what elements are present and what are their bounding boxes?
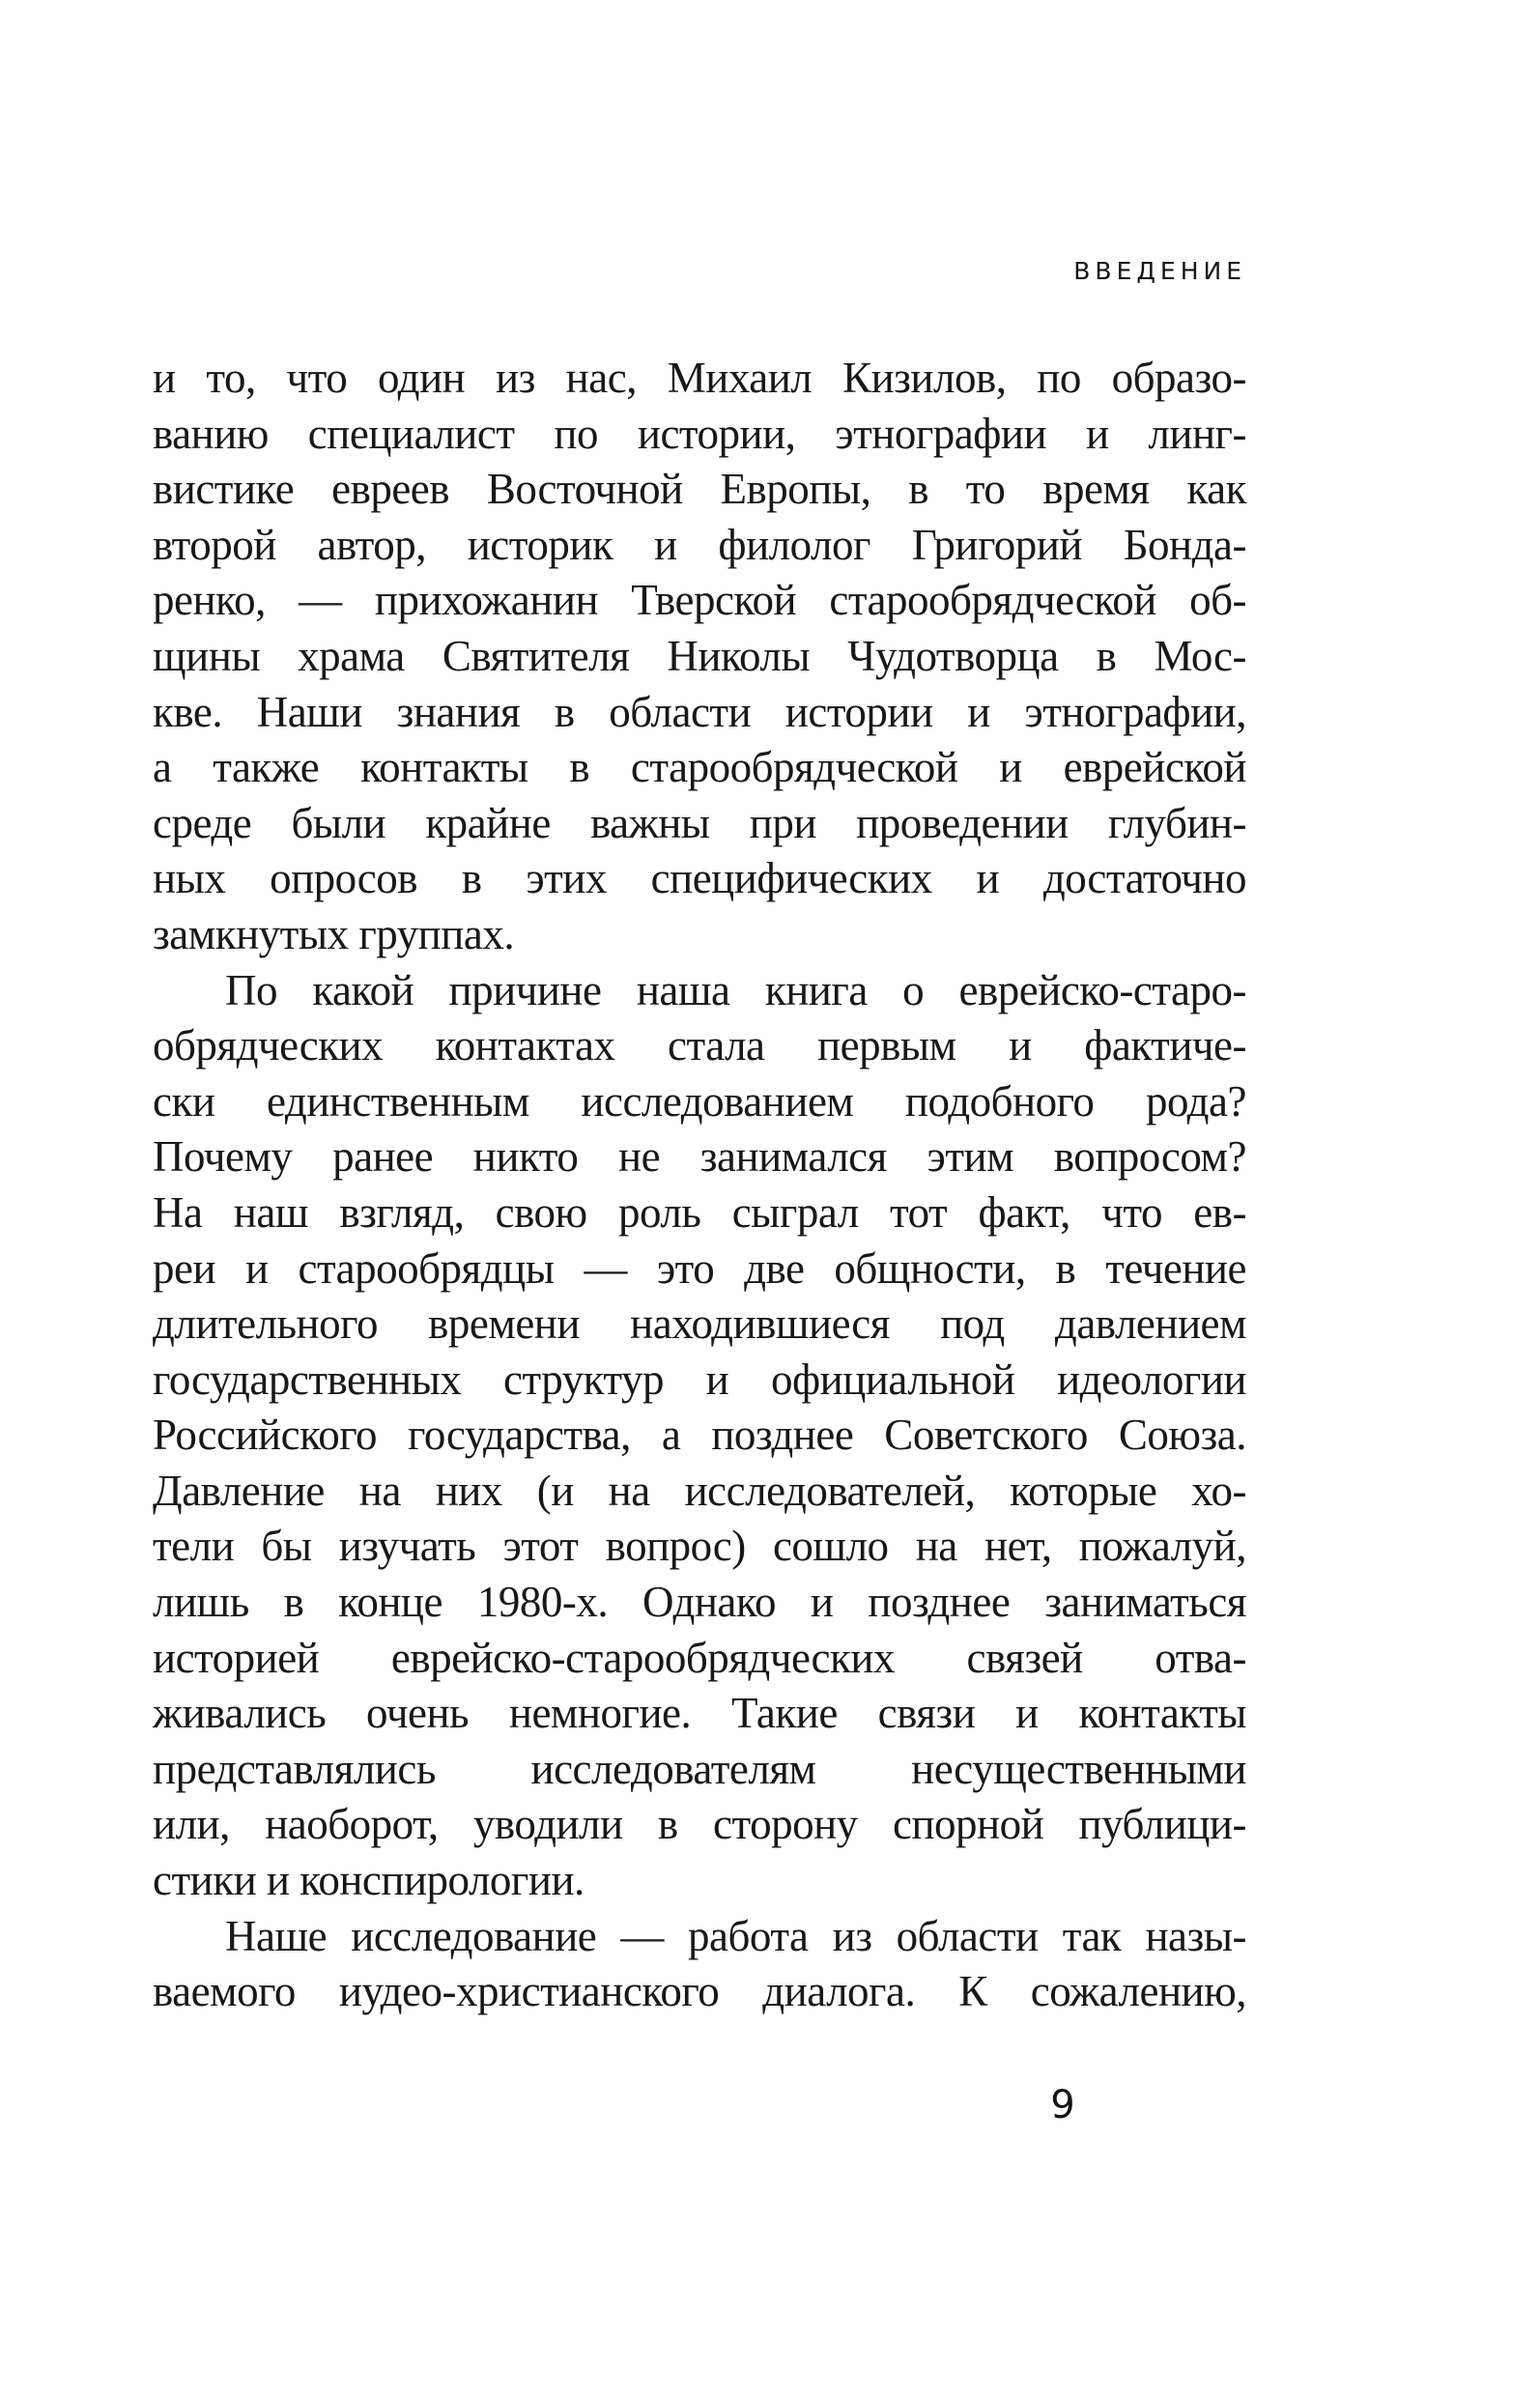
text-line: живались очень немногие. Такие связи и контакты bbox=[153, 1689, 1246, 1738]
text-line: стики и конспирологии. bbox=[153, 1856, 585, 1905]
text-line: ных опросов в этих специфических и достаточно bbox=[153, 854, 1246, 903]
text-line: а также контакты в старообрядческой и еврейской bbox=[153, 743, 1246, 792]
body-text bbox=[153, 351, 1246, 2020]
text-line: вистике евреев Восточной Европы, в то время как bbox=[153, 465, 1246, 514]
text-line: Наше исследование — работа из области так назы- bbox=[225, 1911, 1246, 1960]
text-line: кве. Наши знания в области истории и этнографии, bbox=[153, 687, 1246, 736]
text-line: реи и старообрядцы — это две общности, в течение bbox=[153, 1243, 1246, 1293]
text-line: второй автор, историк и филолог Григорий Бонда- bbox=[153, 520, 1246, 569]
text-line: На наш взгляд, свою роль сыграл тот факт, что ев- bbox=[153, 1187, 1246, 1237]
text-line: замкнутых группах. bbox=[153, 909, 515, 958]
text-line: ренко, — прихожанин Тверской старообрядческой об- bbox=[153, 576, 1246, 625]
text-line: тели бы изучать этот вопрос) сошло на нет, пожалуй, bbox=[153, 1522, 1246, 1571]
text-line: или, наоборот, уводили в сторону спорной публици- bbox=[153, 1800, 1246, 1849]
text-line: Давление на них (и на исследователей, которые хо- bbox=[153, 1466, 1246, 1515]
text-line: Почему ранее никто не занимался этим вопросом? bbox=[153, 1132, 1246, 1182]
text-line: представлялись исследователям несущественными bbox=[153, 1744, 1246, 1793]
text-line: ски единственным исследованием подобного рода? bbox=[153, 1076, 1246, 1126]
text-line: историей еврейско-старообрядческих связей отва- bbox=[153, 1633, 1246, 1682]
text-line: ваемого иудео-христианского диалога. К сожалению, bbox=[153, 1967, 1246, 2016]
text-line: ванию специалист по истории, этнографии и линг- bbox=[153, 409, 1246, 458]
text-line: щины храма Святителя Николы Чудотворца в Мос- bbox=[153, 631, 1246, 680]
text-line: Российского государства, а позднее Советского Союза. bbox=[153, 1411, 1246, 1460]
text-line: лишь в конце 1980-х. Однако и позднее заниматься bbox=[153, 1578, 1246, 1627]
paragraph bbox=[153, 351, 1246, 963]
paragraph bbox=[153, 963, 1246, 1909]
text-line: и то, что один из нас, Михаил Кизилов, по образо- bbox=[153, 354, 1246, 402]
text-line: длительного времени находившиеся под давлением bbox=[153, 1299, 1246, 1349]
text-line: среде были крайне важны при проведении глубин- bbox=[153, 798, 1246, 847]
text-line: государственных структур и официальной идеологии bbox=[153, 1355, 1246, 1404]
paragraph bbox=[153, 1909, 1246, 2020]
running-header: ВВЕДЕНИЕ bbox=[1073, 257, 1246, 285]
text-line: По какой причине наша книга о еврейско-старо- bbox=[225, 965, 1246, 1014]
page-number: 9 bbox=[1050, 2083, 1075, 2127]
text-line: обрядческих контактах стала первым и фактиче- bbox=[153, 1021, 1246, 1070]
